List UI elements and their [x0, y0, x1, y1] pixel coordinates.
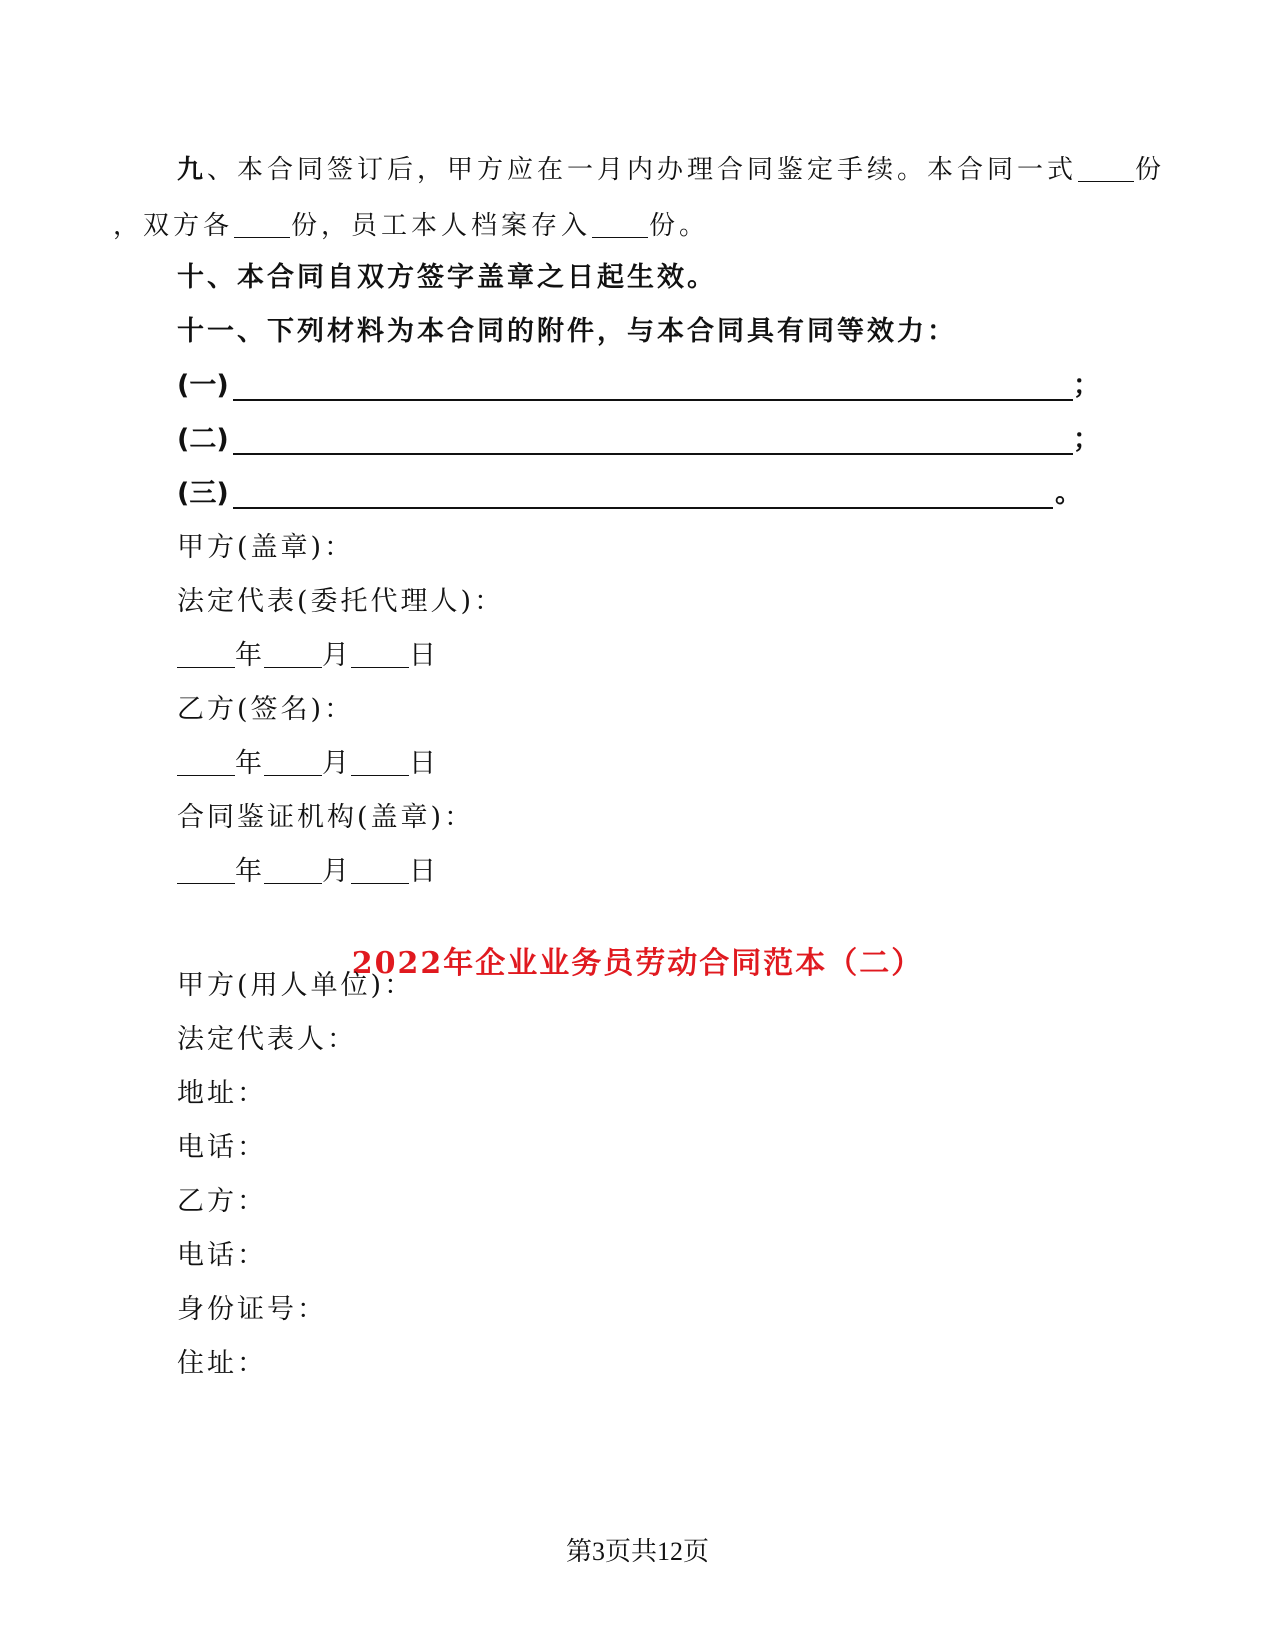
- date-line-3: [177, 852, 438, 892]
- attachment-3-end: 。: [1055, 478, 1082, 509]
- attachment-2-label: (二): [177, 424, 229, 455]
- year-unit-3: 年: [235, 856, 264, 887]
- year-blank-1[interactable]: [177, 637, 235, 668]
- attachment-3-blank[interactable]: [233, 507, 1053, 509]
- day-blank-2[interactable]: [351, 745, 409, 776]
- party-b-sign: 乙方(签名)：: [177, 694, 355, 725]
- year-blank-3[interactable]: [177, 853, 235, 884]
- authority-seal: 合同鉴证机构(盖章)：: [177, 802, 475, 833]
- party-a-seal: 甲方(盖章)：: [177, 532, 355, 563]
- legal-rep: 法定代表(委托代理人)：: [177, 586, 505, 617]
- year-unit-1: 年: [235, 640, 264, 671]
- clause-9-line-1: [177, 150, 1275, 190]
- month-blank-1[interactable]: [264, 637, 322, 668]
- clause-9-text-3: 份，员工本人档案存入: [291, 211, 592, 241]
- day-unit-3: 日: [409, 856, 438, 887]
- day-unit-1: 日: [409, 640, 438, 671]
- attachment-1-label: (一): [177, 370, 229, 401]
- copies-archive-blank[interactable]: [592, 207, 648, 238]
- attachment-1-blank[interactable]: [233, 399, 1073, 401]
- clause-9-text: 、本合同签订后，甲方应在一月内办理合同鉴定手续。本合同一式: [207, 155, 1078, 185]
- copies-total-blank[interactable]: [1078, 151, 1134, 182]
- page-footer: 第3页共12页: [565, 1537, 709, 1566]
- field-residence: 住址：: [177, 1348, 267, 1379]
- field-party-b: 乙方：: [177, 1186, 267, 1217]
- field-legal-rep: 法定代表人：: [177, 1024, 357, 1055]
- month-unit-2: 月: [322, 748, 351, 779]
- date-line-1: [177, 636, 438, 676]
- clause-11: 十一、下列材料为本合同的附件，与本合同具有同等效力：: [177, 316, 957, 347]
- field-address: 地址：: [177, 1078, 267, 1109]
- field-id-number: 身份证号：: [177, 1294, 327, 1325]
- clause-9-text-2: ，双方各: [113, 211, 234, 241]
- month-blank-2[interactable]: [264, 745, 322, 776]
- attachment-2-end: ；: [1073, 424, 1100, 455]
- field-employer: 甲方(用人单位)：: [177, 970, 415, 1001]
- attachment-3-label: (三): [177, 478, 229, 509]
- section-title: 2022年企业业务员劳动合同范本（二）: [351, 946, 924, 981]
- field-phone-a: 电话：: [177, 1132, 267, 1163]
- clause-9-line-2: [113, 206, 1275, 246]
- attachment-2-blank[interactable]: [233, 453, 1073, 455]
- year-unit-2: 年: [235, 748, 264, 779]
- clause-10: 十、本合同自双方签字盖章之日起生效。: [177, 262, 717, 293]
- clause-9-unit-1: 份: [1135, 155, 1166, 185]
- clause-9-number: 九: [177, 155, 208, 185]
- field-phone-b: 电话：: [177, 1240, 267, 1271]
- date-line-2: [177, 744, 438, 784]
- clause-9-text-4: 份。: [649, 211, 710, 241]
- day-blank-3[interactable]: [351, 853, 409, 884]
- month-blank-3[interactable]: [264, 853, 322, 884]
- day-blank-1[interactable]: [351, 637, 409, 668]
- copies-each-blank[interactable]: [234, 207, 290, 238]
- month-unit-1: 月: [322, 640, 351, 671]
- year-blank-2[interactable]: [177, 745, 235, 776]
- month-unit-3: 月: [322, 856, 351, 887]
- attachment-1-end: ；: [1073, 370, 1100, 401]
- day-unit-2: 日: [409, 748, 438, 779]
